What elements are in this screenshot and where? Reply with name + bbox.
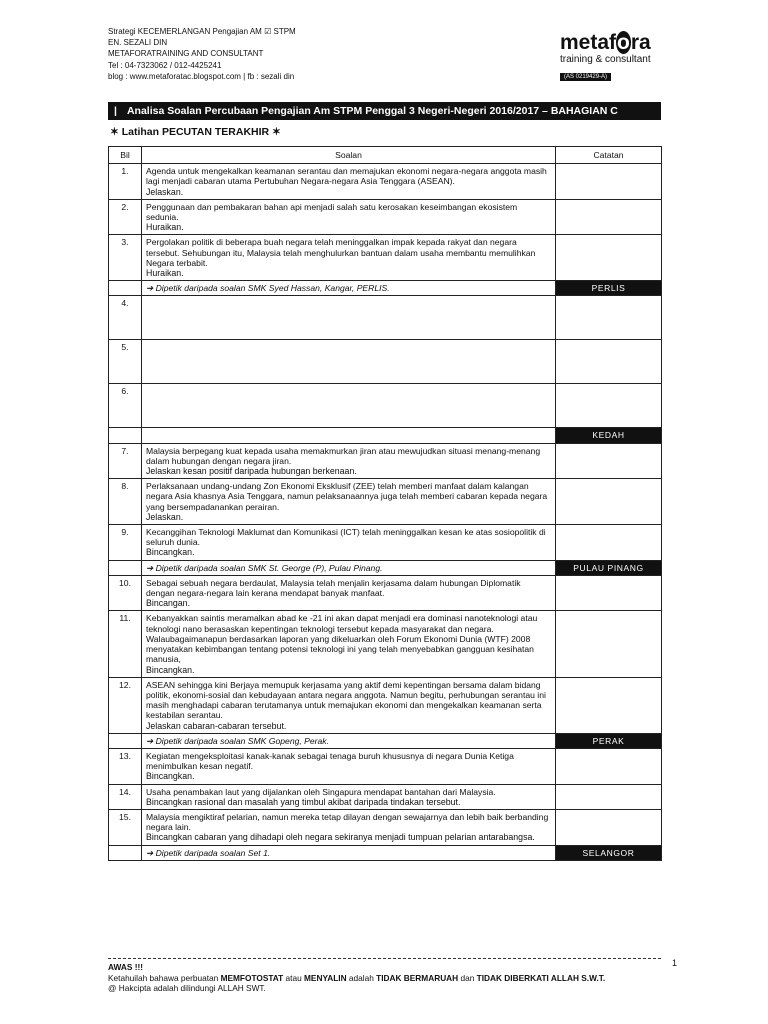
catatan-cell (556, 575, 662, 611)
question-text-cell (142, 748, 556, 784)
source-note: ➔ Dipetik daripada soalan SMK Syed Hassan, Kangar, PERLIS. (142, 281, 556, 296)
catatan-cell (556, 340, 662, 384)
catatan-cell (556, 235, 662, 281)
source-note: ➔ Dipetik daripada soalan SMK Gopeng, Perak. (142, 733, 556, 748)
page-title: | Analisa Soalan Percubaan Pengajian Am STPM Penggal 3 Negeri-Negeri 2016/2017 – BAHAGIAN C (108, 102, 661, 120)
question-text-cell (142, 443, 556, 479)
col-catatan: Catatan (556, 147, 662, 164)
state-label: PERLIS (556, 281, 662, 296)
catatan-cell (556, 677, 662, 733)
source-note: ➔ Dipetik daripada soalan Set 1. (142, 845, 556, 860)
question-text-cell (142, 611, 556, 677)
copyright-text: @ Hakcipta adalah dilindungi ALLAH SWT. (108, 983, 266, 994)
state-label: PERAK (556, 733, 662, 748)
table-header-row (109, 147, 662, 164)
header-phone: Tel : 04-7323062 / 012-4425241 (108, 60, 222, 70)
question-number: 2. (109, 199, 142, 235)
catatan-cell (556, 784, 662, 809)
question-number: 8. (109, 479, 142, 525)
checkbox-icon: ☑ (264, 27, 272, 36)
question-text: Usaha penambakan laut yang dijalankan oleh Singapura mendapat bantahan dari Malaysia. (146, 786, 496, 797)
question-number: 1. (109, 164, 142, 200)
source-note (142, 428, 556, 443)
question-text: ASEAN sehingga kini Berjaya memupuk kerjasama yang aktif demi kepentingan bersama dalam bidang politik, ekonomi-sosial dan kebudayaan antara negara anggota. Namun begitu, perhubungan serantau ini masih menghadapi cabaran terutamanya untuk memajukan ekonomi dan mengekalkan keamanan serta kestabilan serantau. (146, 679, 546, 721)
catatan-cell (556, 748, 662, 784)
question-text: Kebanyakkan saintis meramalkan abad ke -21 ini akan dapat menjadi era dominasi nanoteknologi atau teknologi nano berasaskan kepentingan teknologi tersebut kepada masyarakat dan negara. Walaubagaimanapun berdasarkan laporan yang dikeluarkan oleh Forum Ekonomi Dunia (WTF) 2008 menyatakan kebimbangan tentang potensi teknologi ini yang telah menyebabkan gangguan kesihatan manusia, (146, 613, 538, 665)
table-row (109, 164, 662, 200)
question-command: Bincangkan rasional dan masalah yang timbul akibat daripada tindakan tersebut. (146, 796, 461, 807)
page-number: 1 (672, 958, 678, 968)
question-number: 12. (109, 677, 142, 733)
questions-table (108, 146, 662, 861)
question-text: Kegiatan mengeksploitasi kanak-kanak sebagai tenaga buruh khususnya di negara Dunia Ketiga menimbulkan kesan negatif. (146, 750, 514, 772)
question-text: Agenda untuk mengekalkan keamanan serantau dan memajukan ekonomi negara-negara anggota masih lagi menjadi cabaran utama Pertubuhan Negara-negara Asia Tenggara (ASEAN). (146, 166, 547, 187)
table-row (109, 748, 662, 784)
col-soalan: Soalan (142, 147, 556, 164)
question-text: Penggunaan dan pembakaran bahan api menjadi salah satu kerosakan keseimbangan ekosistem sedunia. (146, 201, 518, 223)
table-row (109, 235, 662, 281)
question-number: 10. (109, 575, 142, 611)
question-number: 15. (109, 809, 142, 845)
question-text: Kecanggihan Teknologi Maklumat dan Komunikasi (ICT) telah meninggalkan kesan ke atas sosiopolitik di seluruh dunia. (146, 527, 546, 548)
source-row (109, 281, 662, 296)
question-number: 14. (109, 784, 142, 809)
catatan-cell (556, 164, 662, 200)
question-text: Malaysia mengiktiraf pelarian, namun mereka tetap dilayan dengan sewajarnya dan lebih baik berbanding negara lain. (146, 811, 549, 833)
state-label: KEDAH (556, 428, 662, 443)
question-command: Huraikan. (146, 222, 184, 233)
question-number: 7. (109, 443, 142, 479)
question-number: 11. (109, 611, 142, 677)
table-row (109, 677, 662, 733)
question-text-cell (142, 296, 556, 340)
catatan-cell (556, 296, 662, 340)
question-number: 5. (109, 340, 142, 384)
col-bil: Bil (109, 147, 142, 164)
catatan-cell (556, 443, 662, 479)
table-row (109, 611, 662, 677)
table-row (109, 575, 662, 611)
question-number: 4. (109, 296, 142, 340)
question-text-cell (142, 677, 556, 733)
table-row (109, 340, 662, 384)
question-command: Jelaskan. (146, 511, 184, 522)
header-company: METAFORATRAINING AND CONSULTANT (108, 49, 264, 59)
catatan-cell (556, 525, 662, 561)
question-text-cell (142, 525, 556, 561)
warning-title: AWAS !!! (108, 962, 144, 972)
question-text-cell (142, 479, 556, 525)
catatan-cell (556, 384, 662, 428)
question-text-cell (142, 164, 556, 200)
state-label: SELANGOR (556, 845, 662, 860)
question-text-cell (142, 235, 556, 281)
catatan-cell (556, 199, 662, 235)
question-command: Bincangkan. (146, 547, 195, 558)
table-row (109, 784, 662, 809)
table-row (109, 384, 662, 428)
question-command: Huraikan. (146, 268, 184, 279)
catatan-cell (556, 611, 662, 677)
header-blog: blog : www.metaforatac.blogspot.com | fb : sezali din (108, 71, 295, 81)
catatan-cell (556, 809, 662, 845)
question-text-cell (142, 199, 556, 235)
question-command: Jelaskan kesan positif daripada hubungan berkenaan. (146, 466, 357, 477)
question-command: Bincangkan cabaran yang dihadapi oleh negara sekiranya menjadi tumpuan pelarian antarabangsa. (146, 832, 535, 843)
question-text-cell (142, 340, 556, 384)
question-number: 9. (109, 525, 142, 561)
question-text: Perlaksanaan undang-undang Zon Ekonomi Eksklusif (ZEE) telah memberi manfaat dalam kalangan negara Asia khasnya Asia Tenggara, namun pelaksanaannya juga telah memberi cabaran kepada negara yang bersempadanankan perairan. (146, 481, 548, 512)
question-number: 13. (109, 748, 142, 784)
question-text-cell (142, 575, 556, 611)
table-row (109, 809, 662, 845)
table-row (109, 479, 662, 525)
question-text-cell (142, 384, 556, 428)
table-row (109, 199, 662, 235)
source-note: ➔ Dipetik daripada soalan SMK St. George (P), Pulau Pinang. (142, 560, 556, 575)
question-text: Pergolakan politik di beberapa buah negara telah meninggalkan impak kepada rakyat dan negara tersebut. Sehubungan itu, Malaysia telah menghulurkan bantuan dalam usaha membantu memulihkan Negara terbabit. (146, 237, 536, 268)
question-number: 6. (109, 384, 142, 428)
question-text: Sebagai sebuah negara berdaulat, Malaysia telah menjalin kerjasama dalam hubungan Diplomatik dengan negara-negara lain kerana mendapat banyak manfaat. (146, 577, 521, 599)
source-row (109, 428, 662, 443)
table-row (109, 525, 662, 561)
question-command: Jelaskan cabaran-cabaran tersebut. (146, 720, 287, 731)
question-command: Bincangkan. (146, 664, 195, 675)
warning-text: Ketahuilah bahawa perbuatan MEMFOTOSTAT atau MENYALIN adalah TIDAK BERMARUAH dan TIDAK DIBERKATI ALLAH S.W.T. (108, 972, 606, 983)
state-label: PULAU PINANG (556, 560, 662, 575)
question-text-cell (142, 809, 556, 845)
question-text: Malaysia berpegang kuat kepada usaha memakmurkan jiran atau mewujudkan situasi menang-menang dalam hubungan dengan negara jiran. (146, 445, 541, 466)
header-author: EN. SEZALI DIN (108, 38, 168, 48)
question-command: Bincangkan. (146, 771, 195, 782)
source-row (109, 560, 662, 575)
section-subtitle: ✶ Latihan PECUTAN TERAKHIR ✶ (110, 126, 281, 138)
question-number: 3. (109, 235, 142, 281)
table-row (109, 296, 662, 340)
metafora-logo: metafora training & consultant (AS 0219429-A) (560, 31, 651, 80)
question-text-cell (142, 784, 556, 809)
document-header (108, 26, 296, 82)
question-command: Bincangan. (146, 598, 191, 609)
catatan-cell (556, 479, 662, 525)
source-row (109, 845, 662, 860)
source-row (109, 733, 662, 748)
question-command: Jelaskan. (146, 186, 184, 197)
header-line-1: Strategi KECEMERLANGAN Pengajian AM ☑ STPM (108, 27, 296, 36)
footer-warning (108, 958, 661, 994)
table-row (109, 443, 662, 479)
